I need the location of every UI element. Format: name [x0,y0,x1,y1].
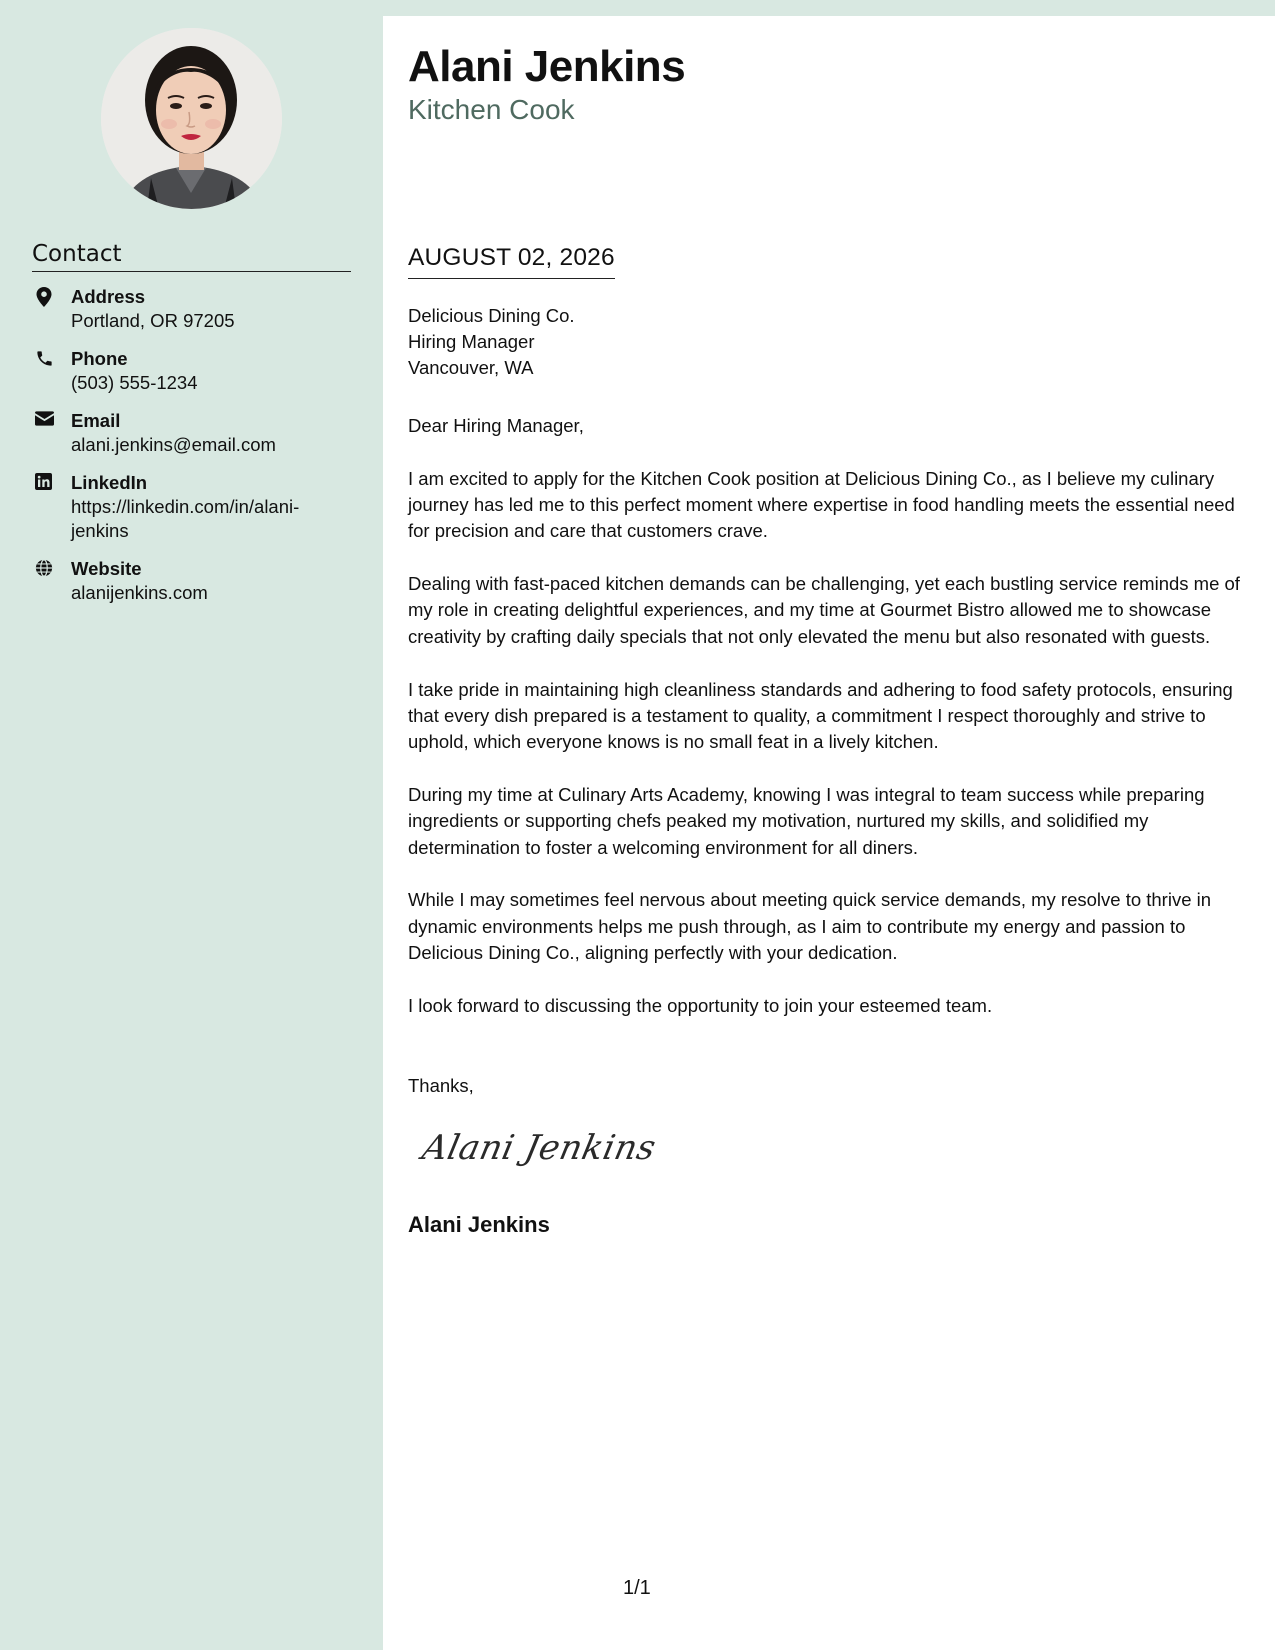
linkedin-icon [35,473,53,491]
contact-value-phone: (503) 555-1234 [71,372,198,393]
closing: Thanks, [408,1075,474,1096]
contact-item-phone [32,347,352,395]
map-pin-icon [35,287,53,305]
contact-item-linkedin [32,471,352,543]
globe-icon [35,559,53,577]
contact-list [32,285,352,619]
recipient-company: Delicious Dining Co. [408,305,575,326]
contact-item-website [32,557,352,605]
signer-name: Alani Jenkins [408,1212,550,1237]
phone-icon [35,349,53,367]
recipient-block [408,303,575,381]
avatar [101,28,282,209]
contact-label-phone: Phone [71,348,128,369]
contact-label-website: Website [71,558,142,579]
paragraph: Dealing with fast-paced kitchen demands can be challenging, yet each bustling service reminds me of my role in creating delightful experiences, and my time at Gourmet Bistro allowed me to showcase creativity by crafting daily specials that not only elevated the menu but also resonated with guests. [408,573,1240,647]
contact-value-linkedin[interactable]: https://linkedin.com/in/alani-jenkins [71,496,300,541]
job-title: Kitchen Cook [408,94,575,125]
sidebar [0,0,383,1650]
letter-body [383,16,1275,1650]
handwritten-signature: Alani Jenkins [418,1128,660,1168]
paragraph: I look forward to discussing the opportunity to join your esteemed team. [408,994,993,1016]
contact-heading: Contact [32,240,351,272]
contact-item-address [32,285,352,333]
envelope-icon [35,411,53,429]
letter-date: AUGUST 02, 2026 [408,243,615,279]
contact-label-address: Address [71,286,146,307]
contact-value-website[interactable]: alanijenkins.com [71,582,208,603]
recipient-location: Vancouver, WA [408,357,534,378]
contact-value-email: alani.jenkins@email.com [71,434,276,455]
recipient-role: Hiring Manager [408,331,535,352]
letter-text [408,413,1253,1046]
paragraph: I take pride in maintaining high cleanliness standards and adhering to food safety protocols, ensuring that every dish prepared is a testament to quality, a commitment I respect thoroughly and strive to uphold, which everyone knows is no small feat in a lively kitchen. [408,678,1233,753]
paragraph: While I may sometimes feel nervous about meeting quick service demands, my resolve to thrive in dynamic environments helps me push through, as I aim to contribute my energy and passion to Delicious Dining Co., aligning perfectly with your dedication. [408,889,1212,963]
page-indicator: 1/1 [623,1577,651,1599]
contact-label-email: Email [71,410,121,431]
paragraph: During my time at Culinary Arts Academy, knowing I was integral to team success while preparing ingredients or supporting chefs peaked my motivation, nurtured my skills, and solidified my determination to foster a welcoming environment for all diners. [408,783,1205,858]
profile-photo [101,28,282,209]
salutation: Dear Hiring Manager, [408,415,584,436]
applicant-name: Alani Jenkins [408,42,686,91]
paragraph: I am excited to apply for the Kitchen Cook position at Delicious Dining Co., as I believe my culinary journey has led me to this perfect moment where expertise in food handling meets the essential need for precision and care that customers crave. [408,467,1235,542]
contact-label-linkedin: LinkedIn [71,472,148,493]
contact-item-email [32,409,352,457]
contact-value-address: Portland, OR 97205 [71,310,235,331]
